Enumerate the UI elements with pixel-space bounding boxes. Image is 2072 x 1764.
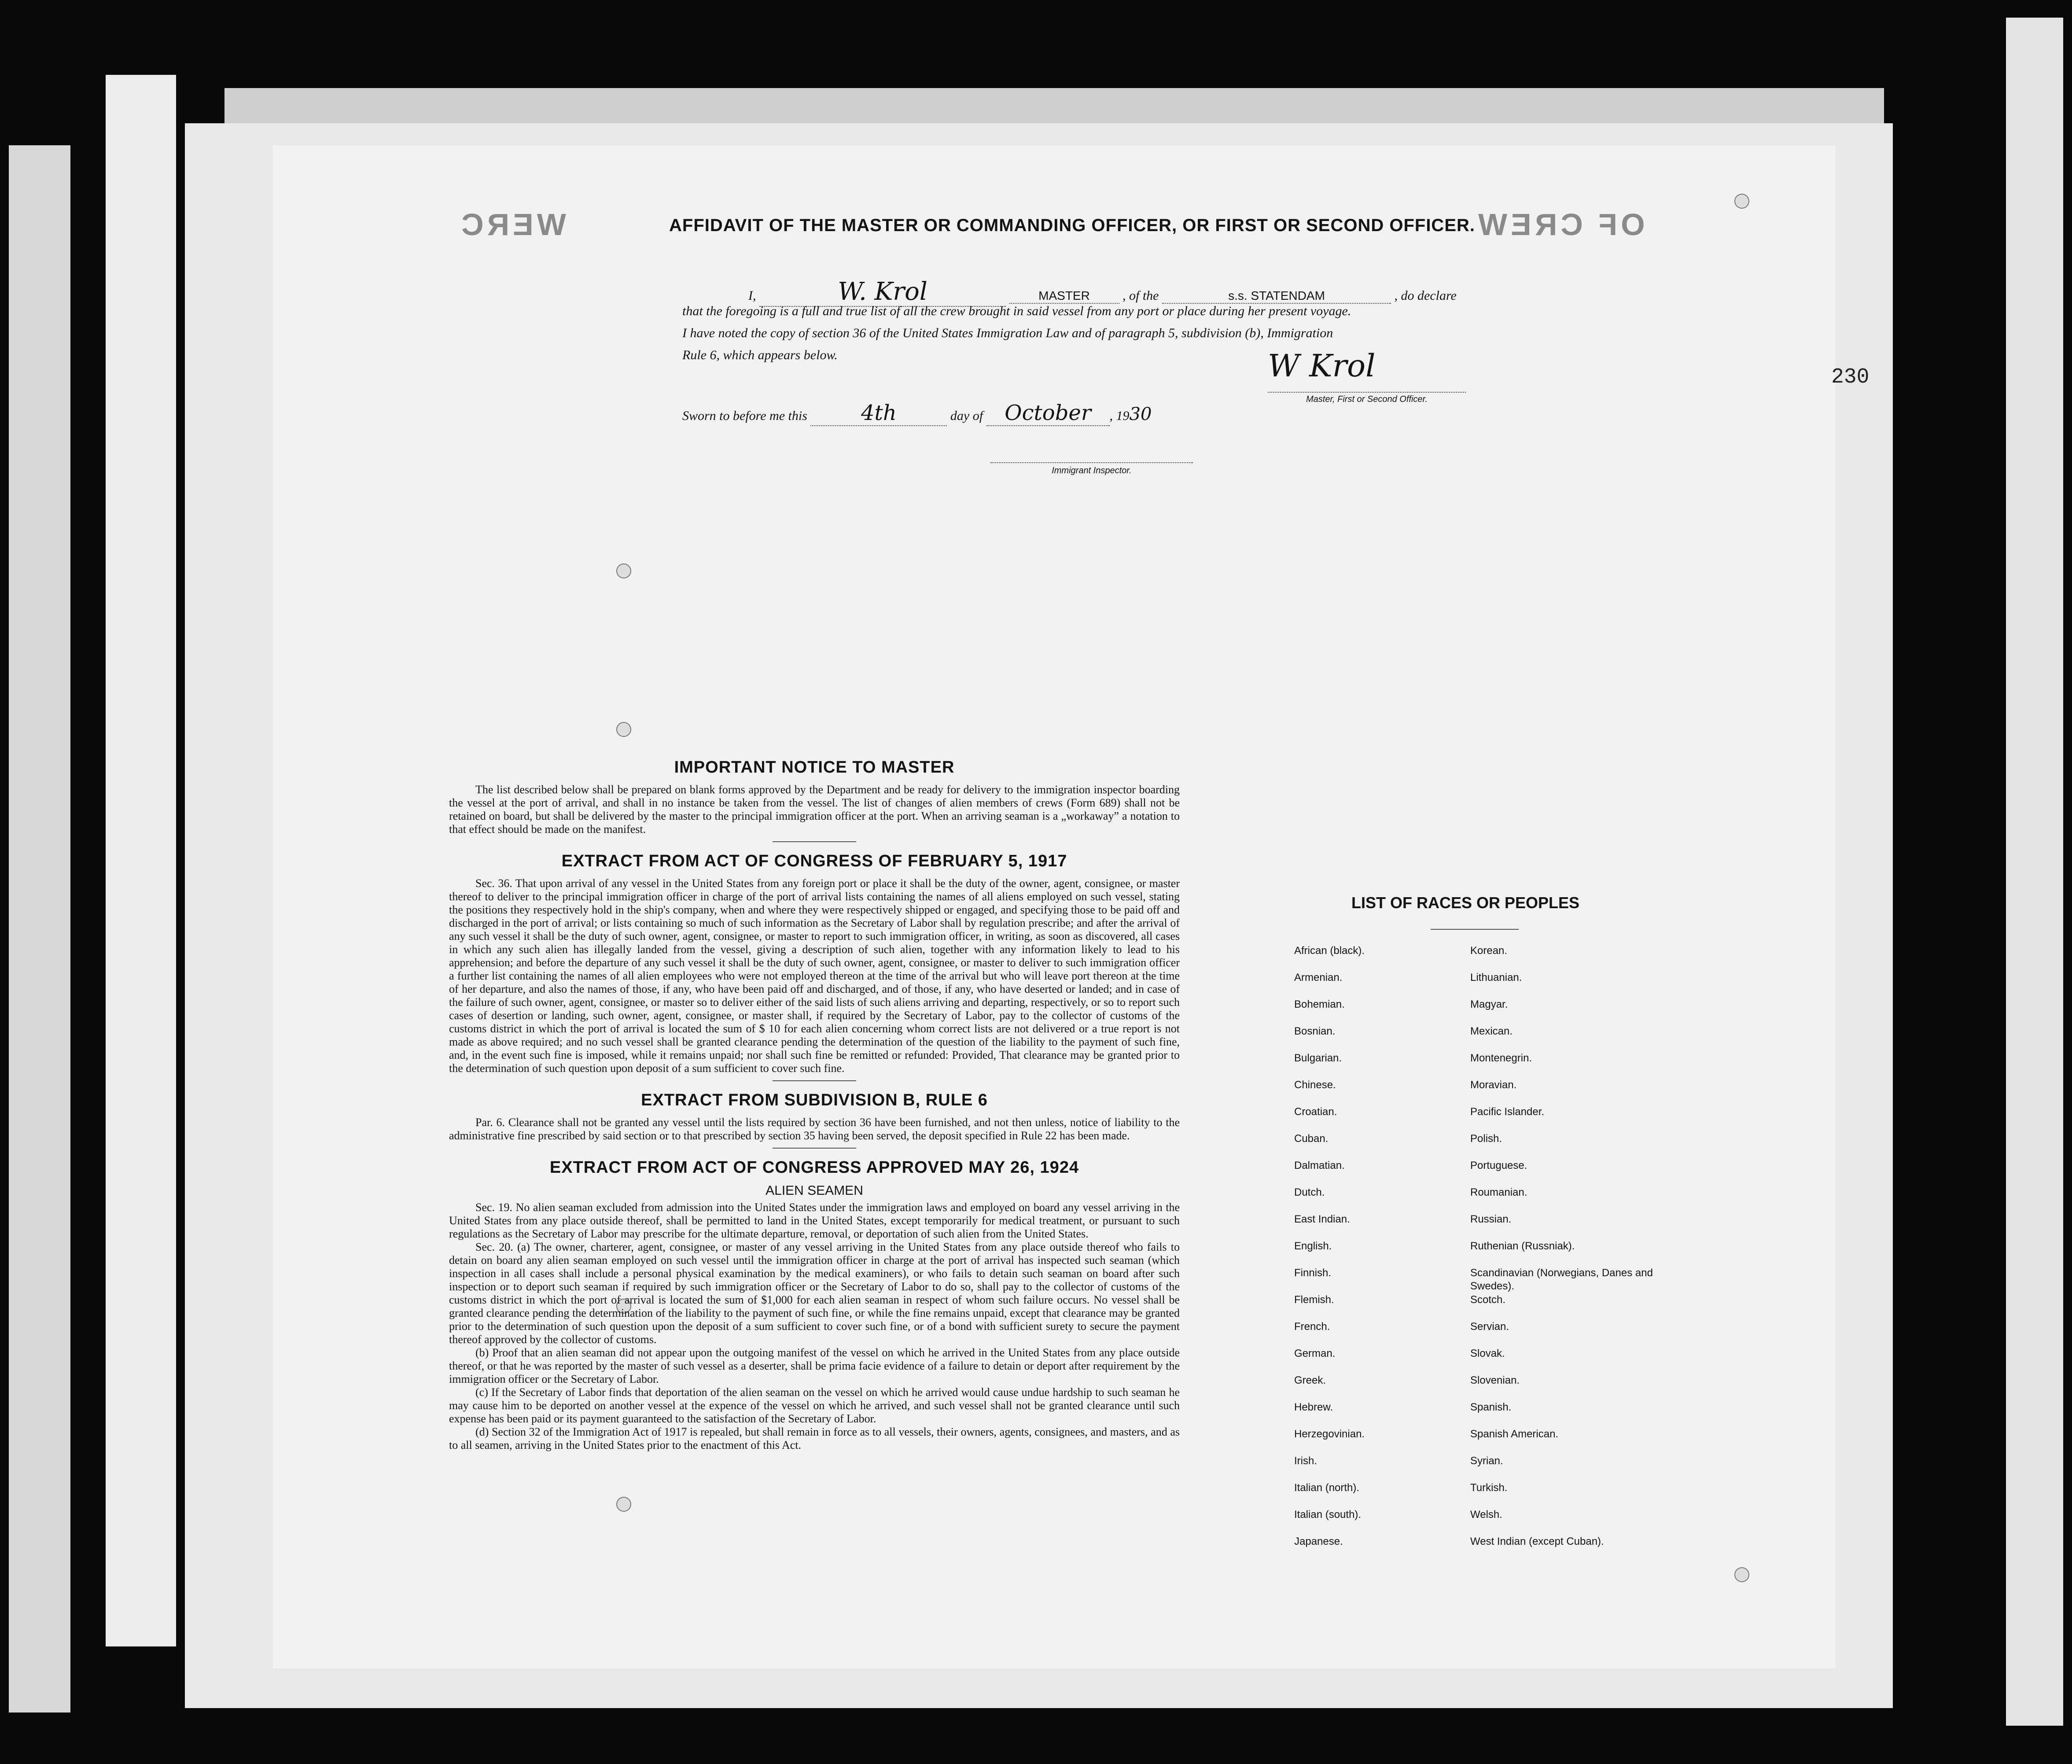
race-item: Greek.: [1294, 1374, 1326, 1386]
races-title: LIST OF RACES OR PEOPLES: [1351, 894, 1580, 912]
race-item: Italian (south).: [1294, 1509, 1362, 1521]
race-item: Scotch.: [1470, 1294, 1506, 1306]
ship-name: [1162, 289, 1391, 304]
subdivision-b-title: EXTRACT FROM SUBDIVISION B, RULE 6: [641, 1091, 988, 1109]
race-item: West Indian (except Cuban).: [1470, 1536, 1604, 1547]
race-item: African (black).: [1294, 945, 1365, 957]
race-item: Irish.: [1294, 1455, 1318, 1467]
sec-19-text: Sec. 19. No alien seaman excluded from admission into the United States under the immigration laws and employed on board any vessel arriving in the United States from any place outside thereof, shall be permitted to land in the United States, except temporarily for medical treatment, or pursuant to such regulations as the Secretary of Labor may prescribe for the ultimate departure, removal, or deportation of such alien from the United States.: [449, 1201, 1180, 1240]
race-item: Polish.: [1470, 1133, 1502, 1145]
race-item: Herzegovinian.: [1294, 1428, 1365, 1440]
race-item: Turkish.: [1470, 1482, 1508, 1494]
affidavit-line3: I have noted the copy of section 36 of the United States Immigration Law and of paragraph 5, subdivision (b), Immigration: [682, 326, 1333, 340]
mirrored-title-left: WERC: [458, 207, 566, 242]
races-divider: [1431, 929, 1519, 930]
affidavit-title: AFFIDAVIT OF THE MASTER OR COMMANDING OFFICER, OR FIRST OR SECOND OFFICER.: [669, 216, 1475, 235]
races-right-column: [1470, 944, 1655, 1562]
year-prefix: , 19: [1109, 409, 1130, 423]
race-item: English.: [1294, 1240, 1332, 1252]
race-item: Magyar.: [1470, 998, 1508, 1010]
day-of: day of: [950, 409, 983, 423]
line1-prefix: I,: [748, 288, 756, 303]
sheet-number: 230: [1831, 365, 1870, 389]
race-item: Bulgarian.: [1294, 1052, 1342, 1064]
race-item: Portuguese.: [1470, 1160, 1527, 1171]
extract-1924-subtitle: ALIEN SEAMEN: [765, 1183, 863, 1198]
sec-20b-text: (b) Proof that an alien seaman did not appear upon the outgoing manifest of the vessel on which he arrived in the United States from any place outside thereof, or that he was reported by the master of such vessel as a deserter, shall be prima facie evidence of a failure to detain or deport after requirement by the immigration officer or the Secretary of Labor.: [449, 1346, 1180, 1385]
extract-1924-title: EXTRACT FROM ACT OF CONGRESS APPROVED MAY 26, 1924: [549, 1158, 1079, 1177]
sworn-prefix: Sworn to before me this: [682, 409, 807, 423]
race-item: Dalmatian.: [1294, 1160, 1345, 1171]
left-edge-sheet: [9, 145, 70, 1712]
notice-title: IMPORTANT NOTICE TO MASTER: [674, 758, 955, 777]
extract-1917-title: EXTRACT FROM ACT OF CONGRESS OF FEBRUARY 5, 1917: [561, 852, 1067, 870]
race-item: East Indian.: [1294, 1213, 1350, 1225]
left-back-sheet: [106, 75, 176, 1646]
ship-prefix: s.s.: [1228, 289, 1248, 302]
divider: [773, 841, 856, 842]
race-item: German.: [1294, 1348, 1336, 1359]
subdivision-b-text: Par. 6. Clearance shall not be granted any vessel until the lists required by section 36 have been furnished, and not then unless, notice of liability to the administrative fine prescribed by said section or to that prescribed by section 35 having been served, the deposit specified in Rule 22 has been made.: [449, 1116, 1180, 1142]
race-item: Russian.: [1470, 1213, 1512, 1225]
race-item: Finnish.: [1294, 1267, 1332, 1279]
mirrored-title-right: OF CREW: [1475, 207, 1645, 242]
race-item: Spanish American.: [1470, 1428, 1559, 1440]
divider: [773, 1148, 856, 1149]
sec-20c-text: (c) If the Secretary of Labor finds that deportation of the alien seaman on the vessel on which he arrived would cause undue hardship to such seaman he may cause him to be deported on another vessel at the expence of the vessel on which he arrived, and such vessel shall not be granted clearance until such expense has been paid or its payment guaranteed to the satisfaction of the Secretary of Labor.: [449, 1386, 1180, 1425]
divider: [773, 1080, 856, 1081]
races-left-column: [1294, 944, 1365, 1562]
race-item: Slovenian.: [1470, 1374, 1520, 1386]
sec-20a-text: Sec. 20. (a) The owner, charterer, agent, consignee, or master of any vessel arriving in the United States from any place outside thereof who fails to detain on board any alien seaman employed on such vessel until the immigration officer in charge at the port of arrival has inspected such seaman (which inspection in all cases shall include a personal physical examination by the medical examiners), or who fails to detain such seaman on board after such inspection or to deport such seaman if required by such immigration officer or the Secretary of Labor to do so, shall pay to the collector of customs of the customs district in which the port of arrival is located the sum of $1,000 for each alien seaman in respect of whom such failure occurs. No vessel shall be granted clearance pending the determination of the liability to the payment of such fine, or while the fine remains unpaid, except that clearance may be granted prior to the determination of such question upon the deposit of a sum sufficient to cover such fine, or of a bond with sufficient surety to secure the payment thereof approved by the collector of customs.: [449, 1241, 1180, 1346]
race-item: Servian.: [1470, 1321, 1509, 1333]
notices-column: [449, 748, 1180, 1452]
sworn-year: 30: [1129, 404, 1152, 424]
race-item: Cuban.: [1294, 1133, 1329, 1145]
signature: W Krol: [1268, 348, 1376, 384]
race-item: Scandinavian (Norwegians, Danes and Swedes).: [1470, 1267, 1653, 1292]
master-signature: [1268, 348, 1376, 384]
race-item: Slovak.: [1470, 1348, 1505, 1359]
race-item: Armenian.: [1294, 972, 1343, 983]
affidavit-line4: Rule 6, which appears below.: [682, 348, 838, 362]
race-item: Korean.: [1470, 945, 1508, 957]
race-item: Ruthenian (Russniak).: [1470, 1240, 1575, 1252]
race-item: French.: [1294, 1321, 1330, 1333]
right-edge-sheet: [2006, 18, 2063, 1726]
race-item: Pacific Islander.: [1470, 1106, 1545, 1118]
ship: STATENDAM: [1251, 289, 1325, 302]
extract-1917-text: Sec. 36. That upon arrival of any vessel in the United States from any foreign port or place it shall be the duty of the owner, agent, consignee, or master thereof to deliver to the principal immigration officer in charge of the port of arrival lists containing the names of all aliens employed on such vessel, stating the positions they respectively hold in the ship's company, when and where they were respectively shipped or engaged, and specifying those to be paid off and discharged in the port of arrival; or lists containing so much of such information as the Secretary of Labor shall by regulation prescribe; and after the arrival of any such vessel it shall be the duty of such owner, agent, consignee, or master to report to such immigration officer, in writing, as soon as discovered, all cases in which any such alien has illegally landed from the vessel, giving a description of such alien, together with any information likely to lead to his apprehension; and before the departure of any such vessel it shall be the duty of such owner, agent, consignee, or master to deliver to such immigration officer a further list containing the names of all alien employees who were not employed thereon at the time of the arrival but who will leave port thereon at the time of her departure, and also the names of those, if any, who have been paid off and discharged, and of those, if any, who have deserted or landed; and in case of the failure of such owner, agent, consignee, or master so to deliver either of the said lists of such aliens arriving and departing, respectively, or so to report such cases of desertion or landing, such owner, agent, consignee, or master shall, if required by the Secretary of Labor, pay to the collector of customs of the customs district in which the port of arrival is located the sum of $ 10 for each alien concerning whom correct lists are not delivered or a true report is not made as above required; and no such vessel shall be granted clearance pending the determination of the question of the liability to the payment of such fine, and, in the event such fine is imposed, while it remains unpaid; nor shall such fine be remitted or refunded: Provided, That clearance may be granted prior to the determination of such question upon deposit of a sum sufficient to cover such fine.: [449, 877, 1180, 1075]
race-item: Montenegrin.: [1470, 1052, 1532, 1064]
race-item: Welsh.: [1470, 1509, 1502, 1521]
race-item: Flemish.: [1294, 1294, 1334, 1306]
race-item: Chinese.: [1294, 1079, 1336, 1091]
sworn-day: 4th: [810, 401, 947, 426]
sec-20d-text: (d) Section 32 of the Immigration Act of 1917 is repealed, but shall remain in force as to all vessels, their owners, agents, consignees, and masters, and as to all seamen, arriving in the United States prior to the enactment of this Act.: [449, 1425, 1180, 1451]
race-item: Mexican.: [1470, 1025, 1513, 1037]
race-item: Italian (north).: [1294, 1482, 1360, 1494]
race-item: Roumanian.: [1470, 1186, 1527, 1198]
race-item: Lithuanian.: [1470, 972, 1522, 983]
rank: MASTER: [1009, 289, 1119, 304]
race-item: Japanese.: [1294, 1536, 1343, 1547]
race-item: Bosnian.: [1294, 1025, 1336, 1037]
race-item: Hebrew.: [1294, 1401, 1333, 1413]
race-item: Moravian.: [1470, 1079, 1517, 1091]
race-item: Spanish.: [1470, 1401, 1512, 1413]
line1-mid: , of the: [1122, 288, 1159, 303]
sworn-line: [682, 401, 1152, 426]
affidavit-line1: [748, 277, 1457, 307]
notice-text: The list described below shall be prepared on blank forms approved by the Department and be ready for delivery to the immigration inspector boarding the vessel at the port of arrival, and shall in no instance be taken from the vessel. The list of changes of alien members of crews (Form 689) shall not be retained on board, but shall be delivered by the master to the principal immigration officer at the port. When an arriving seaman is a „workaway” a notation to that effect should be made on the manifest.: [449, 783, 1180, 836]
race-item: Croatian.: [1294, 1106, 1337, 1118]
inspector-label: Immigrant Inspector.: [990, 462, 1193, 476]
affidavit-line2: that the foregoing is a full and true list of all the crew brought in said vessel from any port or place during her present voyage.: [682, 304, 1351, 318]
master-label: Master, First or Second Officer.: [1268, 392, 1466, 405]
race-item: Dutch.: [1294, 1186, 1325, 1198]
sworn-month: October: [986, 401, 1110, 426]
master-name: W. Krol: [759, 277, 1006, 307]
race-item: Syrian.: [1470, 1455, 1503, 1467]
race-item: Bohemian.: [1294, 998, 1345, 1010]
line1-suffix: , do declare: [1394, 288, 1457, 303]
